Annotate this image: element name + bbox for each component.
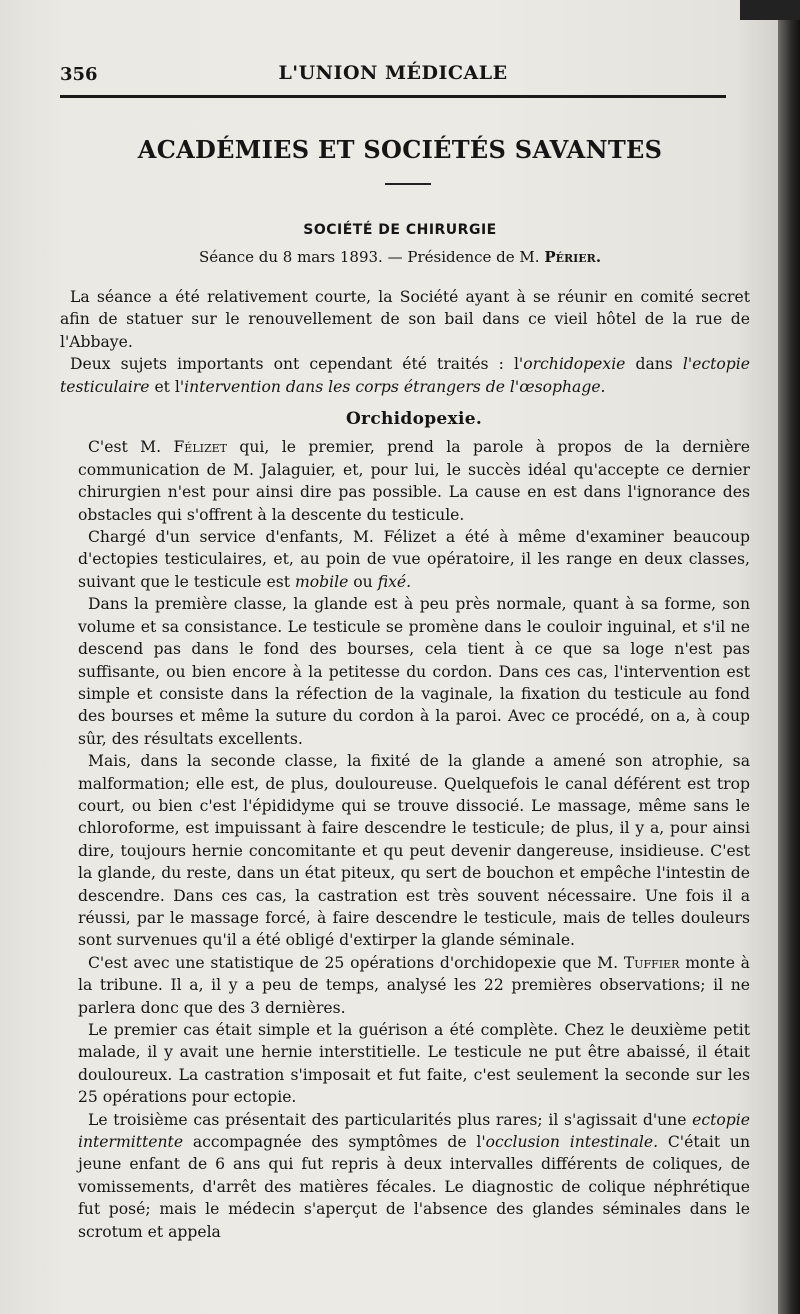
p2-em-b: orchidopexie xyxy=(523,355,626,374)
paragraph-4 xyxy=(78,526,750,593)
p2-text-e: et l' xyxy=(149,377,185,396)
seance-date: Séance du 8 mars 1893. — Présidence de M. xyxy=(198,248,540,266)
p3-text-b: qui, le premier, prend la parole à propos de la dernière communication de M. Jalaguier, et, pour lui, le succès idéal qu'accepte ce dernier chirurgien n'est pour ainsi dire pas possible. La cause en est dans l'ignorance des obstacles qui s'offrent à la descente du testicule. xyxy=(78,438,750,524)
p2-em-f: intervention dans les corps étrangers de l'œsophage. xyxy=(184,377,606,396)
paragraph-7 xyxy=(78,952,750,1019)
p2-text-c: dans xyxy=(625,355,683,374)
p2-text-a: Deux sujets importants ont cependant été traités : l' xyxy=(70,355,524,374)
p7-text-b: monte à la tribune. Il a, il y a peu de temps, analysé les 22 premières observations; il ne parlera donc que des 3 dernières. xyxy=(78,953,750,1017)
p3-text-a: C'est M. xyxy=(88,438,174,457)
p9-text-a: Le troisième cas présentait des particularités plus rares; il s'agissait d'une xyxy=(88,1110,693,1129)
paragraph-2 xyxy=(60,353,750,398)
p4-text-c: ou xyxy=(348,572,378,591)
running-header xyxy=(60,60,726,90)
page-binding-edge xyxy=(778,0,800,1314)
society-heading: SOCIÉTÉ DE CHIRURGIE xyxy=(303,222,497,238)
paragraph-3 xyxy=(78,436,750,526)
p7-name: Tuffier xyxy=(623,953,680,972)
p4-em-d: fixé. xyxy=(377,572,412,591)
paragraph-1: La séance a été relativement courte, la Société ayant à se réunir en comité secret afin de statuer sur le renouvellement de son bail dans ce vieil hôtel de la rue de l'Abbaye. xyxy=(60,288,750,351)
page-corner-shadow xyxy=(740,0,800,20)
p7-text-a: C'est avec une statistique de 25 opérations d'orchidopexie que M. xyxy=(88,953,624,972)
section-title: ACADÉMIES ET SOCIÉTÉS SAVANTES xyxy=(137,135,663,164)
p2-em-d: l'ectopie testiculaire xyxy=(60,355,750,396)
article-body xyxy=(60,286,751,1243)
paragraph-6: Mais, dans la seconde classe, la fixité de la glande a amené son atrophie, sa malformation; elle est, de plus, douloureuse. Quelquefois le canal déférent est trop court, ou bien c'est l'épididyme qui se trouve dissocié. Le massage, même sans le chloroforme, est impuissant à faire descendre le testicule; de plus, il y a, pour ainsi dire, toujours hernie concomitante et qu peut devenir dangereuse, insidieuse. C'est la glande, du reste, dans un état piteux, qu sert de bouchon et empêche l'intestin de descendre. Dans ces cas, la castration est très souvent nécessaire. Une fois il a réussi, par le massage forcé, à faire descendre le testicule, mais de telles douleurs sont survenues qu'il a été obligé d'extirper la glande séminale. xyxy=(78,752,750,950)
journal-title: L'UNION MÉDICALE xyxy=(278,62,508,84)
p9-text-e: C'était un jeune enfant de 6 ans qui fut repris à deux intervalles différents de coliques, de vomissements, d'arrêt des matières fécales. Le diagnostic de colique néphrétique fut posé; mais le médecin s'aperçut de l'absence des glandes séminales dans le scrotum et appela xyxy=(78,1133,751,1241)
seance-president: Périer. xyxy=(544,248,602,266)
page-number: 356 xyxy=(60,64,98,85)
seance-line xyxy=(60,248,740,266)
header-rule xyxy=(60,95,726,98)
p9-em-d: occlusion intestinale. xyxy=(485,1133,659,1152)
p9-em-b: ectopie intermittente xyxy=(78,1110,750,1152)
p3-name: Félizet xyxy=(173,438,227,457)
paragraph-8: Le premier cas était simple et la guérison a été complète. Chez le deuxième petit malade, il y avait une hernie interstitielle. Le testicule ne put être abaissé, il était douloureux. La castration s'imposait et fut faite, c'est seulement la seconde sur les 25 opérations pour ectopie. xyxy=(78,1021,750,1107)
p4-em-b: mobile xyxy=(294,572,349,591)
subheading-orchidopexie: Orchidopexie. xyxy=(345,409,483,430)
paragraph-9 xyxy=(78,1109,750,1243)
p9-text-c: accompagnée des symptômes de l' xyxy=(183,1133,486,1152)
p4-text-a: Chargé d'un service d'enfants, M. Félizet a été à même d'examiner beaucoup d'ectopies testiculaires, et, au poin de vue opératoire, il les range en deux classes, suivant que le testicule est xyxy=(78,528,750,591)
title-rule xyxy=(385,183,431,185)
paragraph-5: Dans la première classe, la glande est à peu près normale, quant à sa forme, son volume et sa consistance. Le testicule se promène dans le couloir inguinal, et s'il ne descend pas dans le fond des bourses, cela tient à ce que sa loge n'est pas suffisante, ou bien encore à la petitesse du cordon. Dans ces cas, l'intervention est simple et consiste dans la réfection de la vaginale, la fixation du testicule au fond des bourses et même la suture du cordon à la paroi. Avec ce procédé, on a, à coup sûr, des résultats excellents. xyxy=(78,595,750,748)
